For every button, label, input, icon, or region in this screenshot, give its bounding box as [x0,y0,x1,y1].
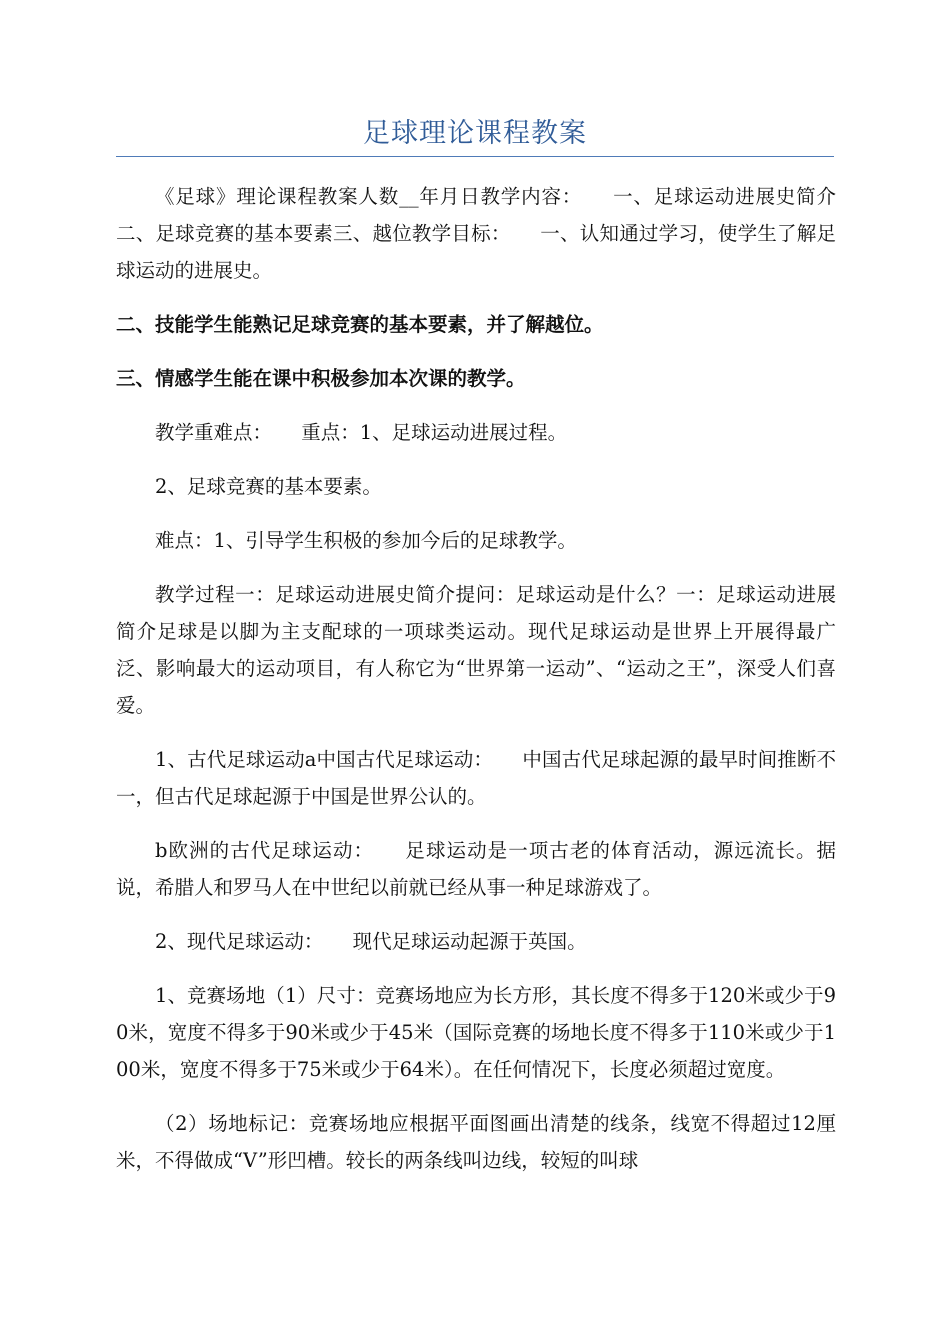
document-title: 足球理论课程教案 [363,118,587,149]
paragraph-difficulty: 难点：1、引导学生积极的参加今后的足球教学。 [155,529,577,552]
document-body [116,178,836,1196]
paragraph-key-points: 教学重难点： 重点：1、足球运动进展过程。 [155,421,568,444]
paragraph-intro: 《足球》理论课程教案人数__年月日教学内容： 一、足球运动进展史简介二、足球竞赛的基本要素三、越位教学目标： 一、认知通过学习，使学生了解足球运动的进展史。 [116,185,836,282]
paragraph-ancient-europe: b欧洲的古代足球运动： 足球运动是一项古老的体育活动，源远流长。据说，希腊人和罗马人在中世纪以前就已经从事一种足球游戏了。 [116,839,836,899]
paragraph-ancient-china: 1、古代足球运动a中国古代足球运动： 中国古代足球起源的最早时间推断不一，但古代足球起源于中国是世界公认的。 [116,748,836,808]
paragraph-skill-goal: 二、技能学生能熟记足球竞赛的基本要素，并了解越位。 [116,313,604,336]
paragraph-process-intro: 教学过程一：足球运动进展史简介提问：足球运动是什么？一：足球运动进展简介足球是以脚为主支配球的一项球类运动。现代足球运动是世界上开展得最广泛、影响最大的运动项目，有人称它为“世界第一运动”、“运动之王”，深受人们喜爱。 [116,583,836,717]
paragraph-key-point-2: 2、足球竞赛的基本要素。 [155,475,382,498]
paragraph-field-size: 1、竞赛场地（1）尺寸：竞赛场地应为长方形，其长度不得多于120米或少于90米，宽度不得多于90米或少于45米（国际竞赛的场地长度不得多于110米或少于100米，宽度不得多于75米或少于64米）。在任何情况下，长度必须超过宽度。 [116,984,836,1081]
paragraph-emotion-goal: 三、情感学生能在课中积极参加本次课的教学。 [116,367,526,390]
paragraph-modern-football: 2、现代足球运动： 现代足球运动起源于英国。 [155,930,587,953]
title-underline [116,156,834,157]
paragraph-field-markings: （2）场地标记：竞赛场地应根据平面图画出清楚的线条，线宽不得超过12厘米，不得做成“V”形凹槽。较长的两条线叫边线，较短的叫球 [116,1112,836,1172]
